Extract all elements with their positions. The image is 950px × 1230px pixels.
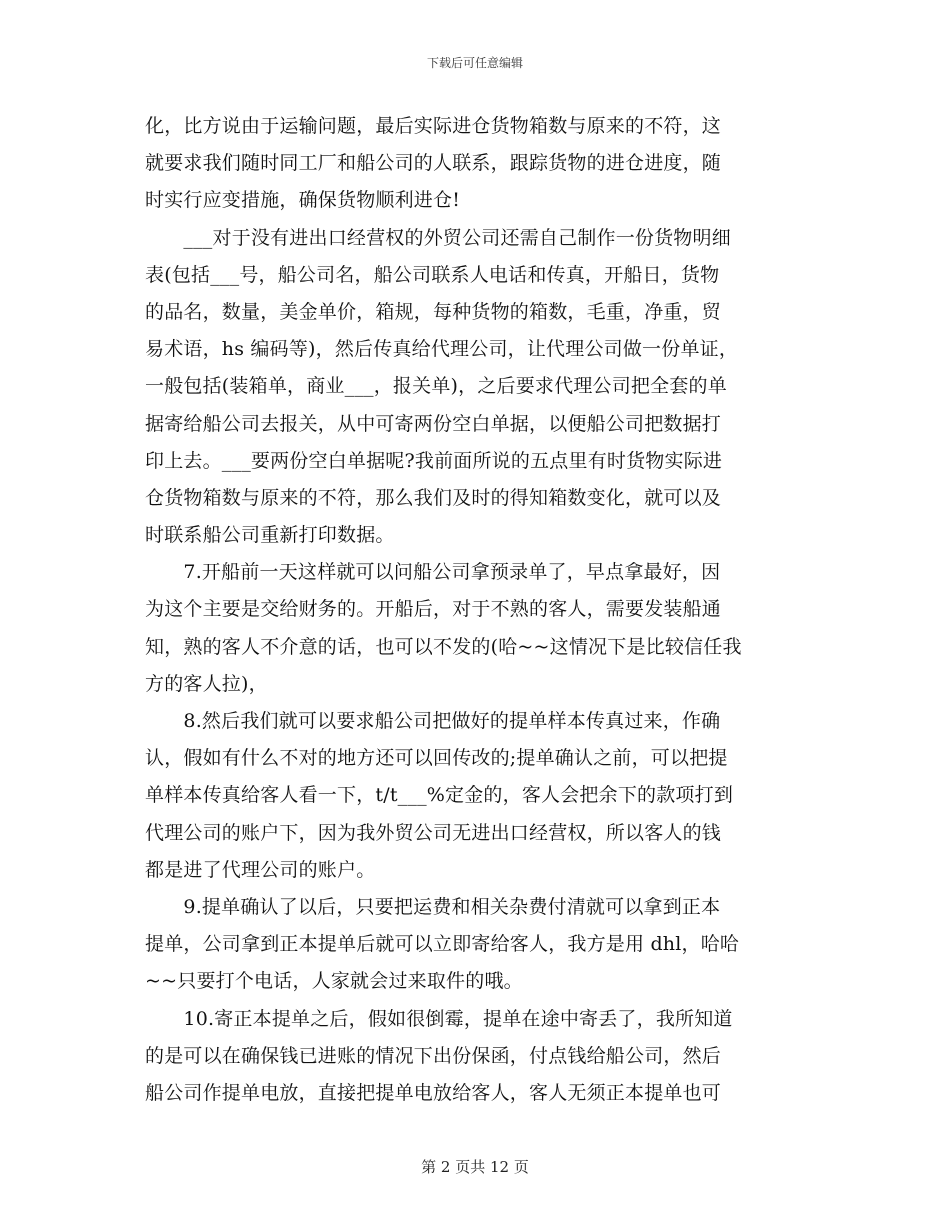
text-line: 提单，公司拿到正本提单后就可以立即寄给客人，我方是用 dhl，哈哈 [145,933,740,956]
text-line: 船公司作提单电放，直接把提单电放给客人，客人无须正本提单也可 [145,1081,722,1104]
text-line: 表(包括___号，船公司名，船公司联系人电话和传真，开船日，货物 [145,263,720,286]
text-line: 据寄给船公司去报关，从中可寄两份空白单据，以便船公司把数据打 [145,412,722,435]
text-line: 9.提单确认了以后，只要把运费和相关杂费付清就可以拿到正本 [145,895,721,918]
text-line: 都是进了代理公司的账户。 [145,858,376,881]
document-body [145,108,805,1112]
text-line: 印上去。___要两份空白单据呢?我前面所说的五点里有时货物实际进 [145,449,723,472]
text-line: 单样本传真给客人看一下，t/t___%定金的，客人会把余下的款项打到 [145,784,734,807]
text-line: ~~只要打个电话，人家就会过来取件的哦。 [145,970,523,993]
text-line: 7.开船前一天这样就可以问船公司拿预录单了，早点拿最好，因 [145,561,721,584]
text-line: 的是可以在确保钱已进账的情况下出份保函，付点钱给船公司，然后 [145,1044,722,1067]
text-line: 时联系船公司重新打印数据。 [145,524,395,547]
text-line: 仓货物箱数与原来的不符，那么我们及时的得知箱数变化，就可以及 [145,486,722,509]
text-line: 8.然后我们就可以要求船公司把做好的提单样本传真过来，作确 [145,710,721,732]
text-line: 的品名，数量，美金单价，箱规，每种货物的箱数，毛重，净重，贸 [145,300,722,323]
text-line: 10.寄正本提单之后，假如很倒霉，提单在途中寄丢了，我所知道 [145,1007,733,1030]
text-line: 一般包括(装箱单，商业___，报关单)，之后要求代理公司把全套的单 [145,375,727,398]
text-line: 化，比方说由于运输问题，最后实际进仓货物箱数与原来的不符，这 [145,115,722,137]
page-number-footer: 第 2 页共 12 页 [421,1158,529,1176]
text-line: 知，熟的客人不介意的话，也可以不发的(哈~~这情况下是比较信任我 [145,635,742,658]
text-line: ___对于没有进出口经营权的外贸公司还需自己制作一份货物明细 [145,226,731,249]
text-line: 易术语，hs 编码等)，然后传真给代理公司，让代理公司做一份单证， [145,338,739,361]
page-header: 下载后可任意编辑 [426,56,523,70]
text-line: 为这个主要是交给财务的。开船后，对于不熟的客人，需要发装船通 [145,598,722,621]
text-line: 认，假如有什么不对的地方还可以回传改的;提单确认之前，可以把提 [145,747,728,770]
text-line: 时实行应变措施，确保货物顺利进仓! [145,189,461,212]
text-line: 方的客人拉)， [145,672,268,695]
text-line: 就要求我们随时同工厂和船公司的人联系，跟踪货物的进仓进度，随 [145,152,722,175]
text-line: 代理公司的账户下，因为我外贸公司无进出口经营权，所以客人的钱 [145,821,722,844]
